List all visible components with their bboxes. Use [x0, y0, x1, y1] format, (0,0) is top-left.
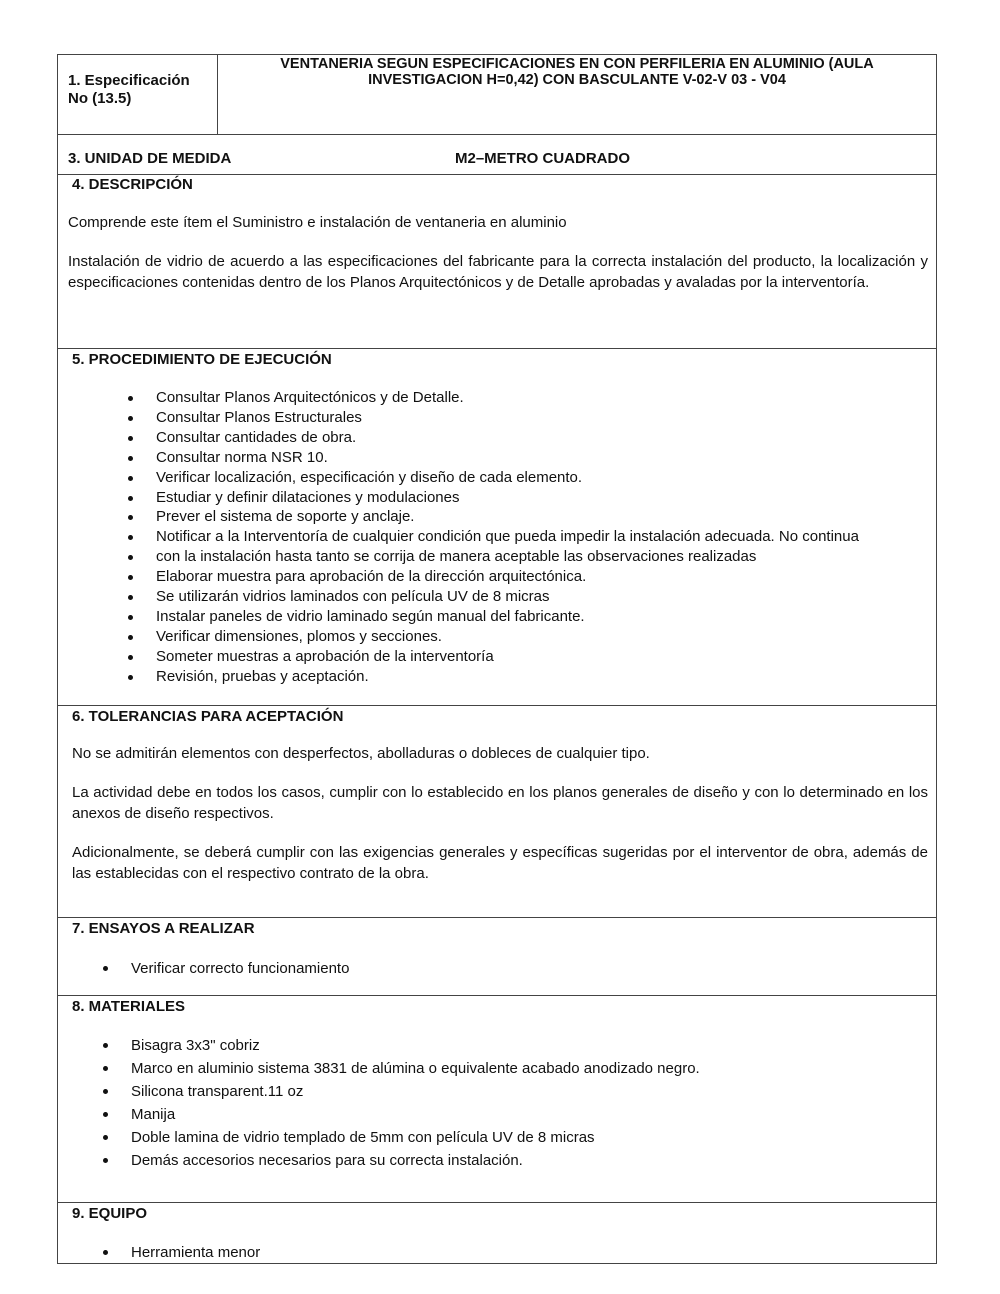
list-item-text: Marco en aluminio sistema 3831 de alúmina o equivalente acabado anodizado negro. [131, 1060, 700, 1077]
list-item-text: Estudiar y definir dilataciones y modulaciones [156, 488, 460, 506]
procedure-step [156, 647, 859, 667]
title-line2: INVESTIGACION H=0,42) CON BASCULANTE V-02-V 03 - V04 [368, 72, 786, 88]
list-item-text: Consultar norma NSR 10. [156, 448, 328, 466]
header-row [58, 55, 936, 134]
bullet-icon [103, 1089, 108, 1094]
bullet-icon [103, 1158, 108, 1163]
test-item [131, 957, 349, 980]
tolerances-paragraph-2: La actividad debe en todos los casos, cumplir con lo establecido en los planos generales de diseño y con lo determinado en los anexos de diseño respectivos. [72, 784, 928, 822]
list-item-text: Notificar a la Interventoría de cualquier condición que pueda impedir la instalación adecuada. No continua [156, 528, 859, 546]
list-item-text: Someter muestras a aprobación de la interventoría [156, 647, 494, 665]
procedure-step [156, 607, 859, 627]
spec-label-line1: 1. Especificación [68, 72, 190, 89]
bullet-icon [128, 615, 133, 620]
bullet-icon [128, 496, 133, 501]
bullet-icon [103, 1135, 108, 1140]
tolerances-paragraph-3: Adicionalmente, se deberá cumplir con las exigencias generales y específicas sugeridas por el interventor de obra, además de las establecidas con el respectivo contrato de la obra. [72, 844, 928, 882]
bullet-icon [128, 675, 133, 680]
list-item-text: Consultar Planos Estructurales [156, 408, 362, 426]
spec-label [68, 72, 190, 108]
list-item-text: con la instalación hasta tanto se corrija de manera aceptable las observaciones realizadas [156, 548, 757, 566]
page-title [218, 56, 936, 88]
title-line1: VENTANERIA SEGUN ESPECIFICACIONES EN CON PERFILERIA EN ALUMINIO (AULA [280, 56, 874, 72]
description-heading: 4. DESCRIPCIÓN [72, 176, 193, 193]
spec-label-line2: No (13.5) [68, 90, 132, 107]
description-section [58, 174, 936, 349]
procedure-list [156, 388, 859, 687]
tests-heading: 7. ENSAYOS A REALIZAR [72, 920, 255, 937]
procedure-step [156, 428, 859, 448]
bullet-icon [128, 535, 133, 540]
procedure-step [156, 667, 859, 687]
procedure-step [156, 567, 859, 587]
bullet-icon [128, 655, 133, 660]
procedure-step [156, 627, 859, 647]
procedure-heading: 5. PROCEDIMIENTO DE EJECUCIÓN [72, 351, 332, 368]
spec-sheet [57, 54, 937, 1264]
unit-value: M2–METRO CUADRADO [455, 150, 631, 167]
list-item-text: Prever el sistema de soporte y anclaje. [156, 508, 415, 526]
bullet-icon [128, 555, 133, 560]
list-item-text: Silicona transparent.11 oz [131, 1083, 304, 1100]
list-item-text: Instalar paneles de vidrio laminado según manual del fabricante. [156, 607, 585, 625]
procedure-step [156, 468, 859, 488]
procedure-step [156, 547, 859, 567]
tests-list [131, 957, 349, 980]
description-paragraph-2: Instalación de vidrio de acuerdo a las especificaciones del fabricante para la correcta instalación del producto, la localización y especificaciones contenidas dentro de los Planos Arquitectónicos y de Detalle aprobadas y avaladas por la interventoría. [68, 253, 928, 291]
procedure-step [156, 408, 859, 428]
material-item [131, 1149, 700, 1172]
procedure-step [156, 527, 859, 547]
material-item [131, 1126, 700, 1149]
tests-section [58, 917, 936, 996]
equipment-heading: 9. EQUIPO [72, 1205, 148, 1222]
list-item-text: Se utilizarán vidrios laminados con película UV de 8 micras [156, 588, 550, 606]
material-item [131, 1034, 700, 1057]
bullet-icon [103, 1043, 108, 1048]
unit-label: 3. UNIDAD DE MEDIDA [68, 150, 232, 167]
bullet-icon [128, 635, 133, 640]
tolerances-section [58, 705, 936, 918]
bullet-icon [128, 456, 133, 461]
procedure-step [156, 488, 859, 508]
tolerances-paragraph-1: No se admitirán elementos con desperfectos, abolladuras o dobleces de cualquier tipo. [72, 745, 650, 762]
equipment-item [131, 1241, 260, 1264]
materials-list [131, 1034, 700, 1172]
material-item [131, 1080, 700, 1103]
bullet-icon [103, 1066, 108, 1071]
bullet-icon [128, 416, 133, 421]
list-item-text: Consultar cantidades de obra. [156, 428, 357, 446]
procedure-step [156, 388, 859, 408]
list-item-text: Revisión, pruebas y aceptación. [156, 667, 369, 685]
list-item-text: Consultar Planos Arquitectónicos y de Detalle. [156, 389, 464, 406]
unit-row [58, 134, 936, 174]
bullet-icon [103, 966, 108, 971]
list-item-text: Demás accesorios necesarios para su correcta instalación. [131, 1152, 523, 1169]
list-item-text: Verificar correcto funcionamiento [131, 960, 350, 977]
equipment-list [131, 1241, 260, 1264]
list-item-text: Doble lamina de vidrio templado de 5mm con película UV de 8 micras [131, 1129, 595, 1146]
bullet-icon [128, 476, 133, 481]
procedure-step [156, 507, 859, 527]
bullet-icon [128, 575, 133, 580]
list-item-text: Elaborar muestra para aprobación de la dirección arquitectónica. [156, 568, 587, 586]
materials-section [58, 995, 936, 1203]
list-item-text: Bisagra 3x3" cobriz [131, 1037, 260, 1054]
bullet-icon [128, 396, 133, 401]
description-paragraph-1: Comprende este ítem el Suministro e instalación de ventaneria en aluminio [68, 214, 567, 231]
tolerances-heading: 6. TOLERANCIAS PARA ACEPTACIÓN [72, 708, 344, 725]
bullet-icon [128, 436, 133, 441]
list-item-text: Verificar dimensiones, plomos y secciones. [156, 627, 442, 645]
procedure-step [156, 587, 859, 607]
bullet-icon [103, 1112, 108, 1117]
bullet-icon [128, 595, 133, 600]
procedure-section [58, 348, 936, 705]
list-item-text: Herramienta menor [131, 1244, 261, 1261]
equipment-section [58, 1202, 936, 1264]
material-item [131, 1103, 700, 1126]
procedure-step [156, 448, 859, 468]
list-item-text: Manija [131, 1106, 176, 1123]
bullet-icon [103, 1250, 108, 1255]
materials-heading: 8. MATERIALES [72, 998, 186, 1015]
material-item [131, 1057, 700, 1080]
bullet-icon [128, 515, 133, 520]
list-item-text: Verificar localización, especificación y diseño de cada elemento. [156, 468, 583, 486]
